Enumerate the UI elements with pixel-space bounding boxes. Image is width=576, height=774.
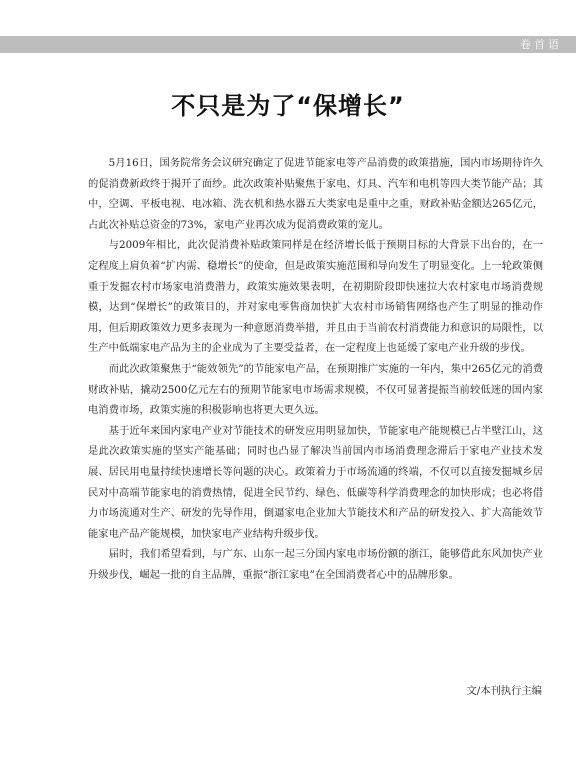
- section-label: 卷首语: [520, 38, 562, 51]
- section-header-bar: [0, 36, 576, 53]
- article-paragraph: 届时，我们希望看到，与广东、山东一起三分国内家电市场份额的浙江，能够借此东风加快产业升级步伐，崛起一批的自主品牌，重振“浙江家电”在全国消费者心中的品牌形象。: [88, 548, 543, 581]
- article-paragraph: 而此次政策聚焦于“能效领先”的节能家电产品，在预期推广实施的一年内，集中265亿元的消费财政补贴，撬动2500亿元左右的预期节能家电市场需求规模，不仅可显著提振当前较低迷的国内家电消费市场，政策实施的积极影响也将更大更久远。: [88, 362, 543, 417]
- article-paragraph: 与2009年相比，此次促消费补贴政策同样是在经济增长低于预期目标的大背景下出台的，在一定程度上肩负着“扩内需、稳增长”的使命，但是政策实施范围和导向发生了明显变化。上一轮政策侧重于发掘农村市场家电消费潜力，政策实施效果表明，在初期阶段即快速拉大农村家电市场消费规模，达到“保增长”的政策目的，并对家电零售商加快扩大农村市场销售网络也产生了明显的推动作用，但后期政策效力更多表现为一种意愿消费举措，并且由于当前农村消费能力和意识的局限性，以生产中低端家电产品为主的企业成为了主要受益者，在一定程度上也延缓了家电产业升级的步伐。: [88, 239, 543, 355]
- article-paragraph: 基于近年来国内家电产业对节能技术的研发应用明显加快，节能家电产能规模已占半壁江山，这是此次政策实施的坚实产能基础；同时也凸显了解决当前国内市场消费理念滞后于家电产业技术发展、居民用电量持续快速增长等问题的决心。政策着力于市场流通的终端，不仅可以直接发掘城乡居民对中高端节能家电的消费热情，促进全民节约、绿色、低碳等科学消费理念的加快形成；也必将借力市场流通对生产、研发的先导作用，倒逼家电企业加大节能技术和产品的研发投入、扩大高能效节能家电产品产能规模，加快家电产业结构升级步伐。: [88, 424, 543, 540]
- article-title: 不只是为了“保增长”: [171, 92, 405, 120]
- author-signature: 文/本刊执行主编: [466, 685, 542, 697]
- article-body: [88, 153, 543, 585]
- article-paragraph: 5月16日，国务院常务会议研究确定了促进节能家电等产品消费的政策措施，国内市场期待许久的促消费新政终于揭开了面纱。此次政策补贴聚焦于家电、灯具、汽车和电机等四大类节能产品；其中，空调、平板电视、电冰箱、洗衣机和热水器五大类家电是重中之重，财政补贴金额达265亿元，占此次补贴总资金的73%，家电产业再次成为促消费政策的宠儿。: [88, 157, 543, 231]
